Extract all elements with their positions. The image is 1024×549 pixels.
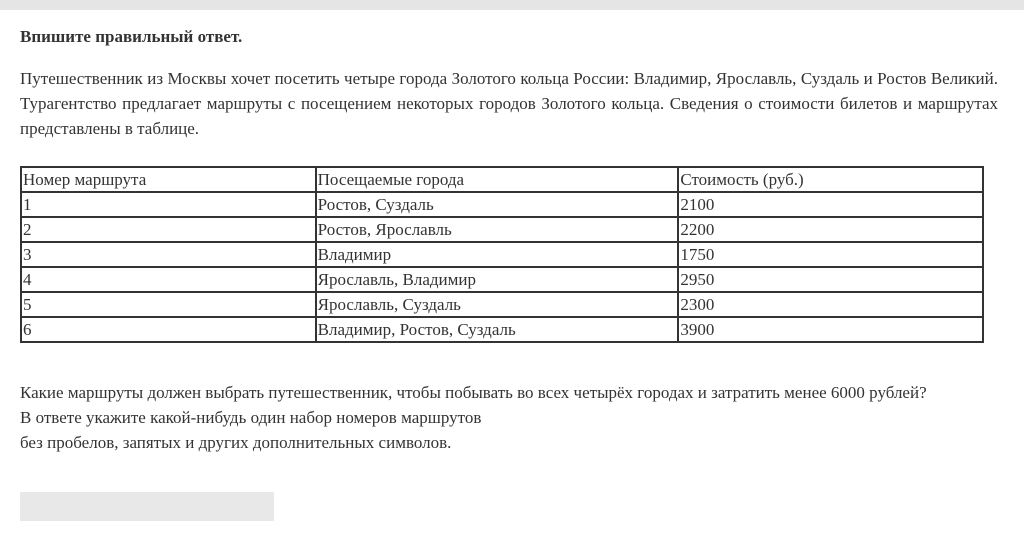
question-text: [20, 380, 1010, 455]
table-row: [21, 317, 983, 342]
cities-cell: Владимир, Ростов, Суздаль: [316, 317, 679, 342]
question-line: В ответе укажите какой-нибудь один набор номеров маршрутов: [20, 408, 482, 427]
cost-cell: 2200: [678, 217, 983, 242]
question-line: без пробелов, запятых и других дополнительных символов.: [20, 433, 452, 452]
answer-input[interactable]: [20, 492, 274, 521]
cost-cell: 2300: [678, 292, 983, 317]
table-row: [21, 267, 983, 292]
table-row: [21, 242, 983, 267]
table-header-row: [21, 167, 983, 192]
task-intro-text: Путешественник из Москвы хочет посетить четыре города Золотого кольца России: Владимир, Ярославль, Суздаль и Ростов Великий. Турагентство предлагает маршруты с посещением некоторых городов Золотого кольца. Сведения о стоимости билетов и маршрутах представлены в таблице.: [20, 69, 998, 138]
header-cost: Стоимость (руб.): [678, 167, 983, 192]
table-row: [21, 192, 983, 217]
table-row: [21, 217, 983, 242]
route-number-cell: 2: [21, 217, 316, 242]
route-number-cell: 6: [21, 317, 316, 342]
route-number-cell: 5: [21, 292, 316, 317]
header-route-number: Номер маршрута: [21, 167, 316, 192]
routes-table: [20, 166, 984, 343]
top-bar: [0, 0, 1024, 10]
header-cities: Посещаемые города: [316, 167, 679, 192]
task-content: [20, 24, 998, 141]
cost-cell: 2950: [678, 267, 983, 292]
route-number-cell: 1: [21, 192, 316, 217]
question-line: Какие маршруты должен выбрать путешественник, чтобы побывать во всех четырёх городах и затратить менее 6000 рублей?: [20, 383, 927, 402]
task-instruction: Впишите правильный ответ.: [20, 27, 243, 46]
cost-cell: 2100: [678, 192, 983, 217]
cities-cell: Ярославль, Владимир: [316, 267, 679, 292]
route-number-cell: 4: [21, 267, 316, 292]
table-row: [21, 292, 983, 317]
cities-cell: Ростов, Суздаль: [316, 192, 679, 217]
cities-cell: Ярославль, Суздаль: [316, 292, 679, 317]
cost-cell: 1750: [678, 242, 983, 267]
cities-cell: Владимир: [316, 242, 679, 267]
cities-cell: Ростов, Ярославль: [316, 217, 679, 242]
route-number-cell: 3: [21, 242, 316, 267]
cost-cell: 3900: [678, 317, 983, 342]
